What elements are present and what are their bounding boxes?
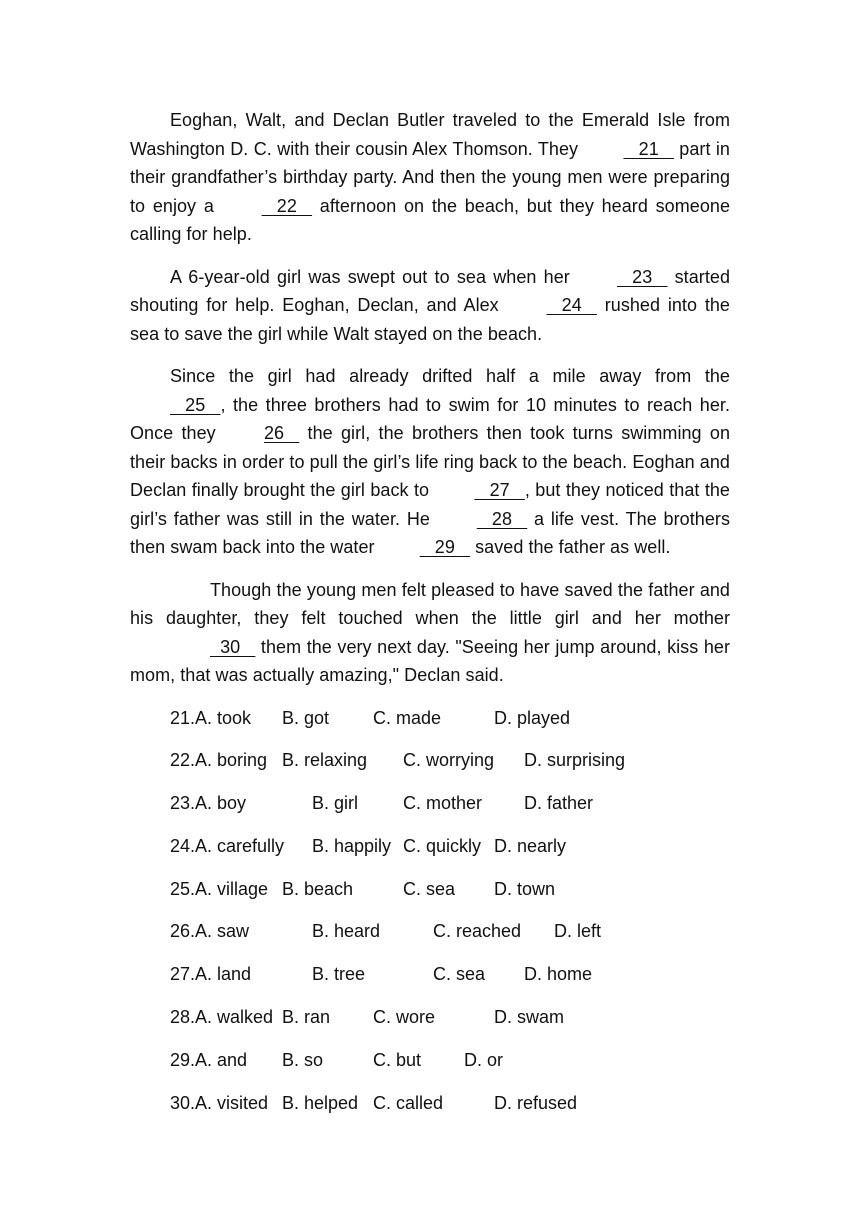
option-d: D. left [554,921,602,942]
option-a: 28.A. walked [170,1007,274,1028]
paragraph-3 [130,362,730,562]
paragraph-1 [130,106,730,249]
blank-26: 26 [264,423,300,443]
blank-22: 22 [261,195,313,216]
option-b: B. tree [312,964,366,985]
blank-23: 23 [617,266,668,287]
option-a: 30.A. visited [170,1092,269,1113]
paragraph-4 [130,576,730,690]
paragraph-text: afternoon on the beach, but they heard someone calling for help. [130,195,731,244]
option-a: 22.A. boring [170,750,268,771]
paragraph-text: A 6-year-old girl was swept out to sea when her [170,266,577,287]
paragraph-text: saved the father as well. [470,537,671,557]
question-23 [170,789,730,832]
option-b: B. beach [282,878,354,899]
option-b: B. girl [312,793,359,814]
question-25 [170,875,730,918]
option-c: C. reached [433,921,522,942]
option-c: C. mother [403,793,483,814]
question-22 [170,746,730,789]
option-a: 23.A. boy [170,793,247,814]
paragraph-text: , the three brothers had to swim for 10 minutes to reach her. Once they [130,394,730,443]
option-b: B. so [282,1049,324,1070]
option-d: D. nearly [494,835,567,856]
question-24 [170,832,730,875]
option-c: C. quickly [403,835,482,856]
option-d: D. surprising [524,750,626,771]
blank-25: 25 [170,394,221,415]
paragraph-text: a life vest. The brothers then swam back into the water [130,508,730,557]
option-d: D. town [494,878,556,899]
option-b: B. heard [312,921,381,942]
option-b: B. helped [282,1092,359,1113]
option-c: C. worrying [403,750,495,771]
option-a: 29.A. and [170,1049,248,1070]
option-a: 25.A. village [170,878,269,899]
question-26 [170,917,730,960]
option-d: D. father [524,793,594,814]
option-c: C. made [373,707,442,728]
option-a: 21.A. took [170,707,252,728]
option-c: C. but [373,1049,422,1070]
paragraph-text: Though the young men felt pleased to have saved the father and his daughter, they felt touched when the little girl and her mother [130,579,730,628]
paragraph-text: part in their grandfather’s birthday party. And then the young men were preparing to enjoy a [130,138,730,216]
option-b: B. got [282,707,330,728]
question-30 [170,1089,730,1132]
option-d: D. or [464,1049,504,1070]
option-a: 24.A. carefully [170,835,285,856]
option-d: D. refused [494,1092,578,1113]
blank-27: 27 [474,480,525,500]
blank-28: 28 [476,508,528,529]
blank-29: 29 [419,537,471,557]
option-c: C. wore [373,1007,436,1028]
option-b: B. relaxing [282,750,368,771]
option-d: D. played [494,707,571,728]
paragraph-text: started shouting for help. Eoghan, Declan, and Alex [130,266,731,315]
option-b: B. ran [282,1007,331,1028]
option-c: C. called [373,1092,444,1113]
blank-30: 30 [210,636,256,657]
option-d: D. home [524,964,593,985]
question-29 [170,1046,730,1089]
question-28 [170,1003,730,1046]
paragraph-text: Since the girl had already drifted half a mile away from the [170,366,730,386]
blank-24: 24 [546,295,597,315]
paragraph-text: the girl, the brothers then took turns swimming on their backs in order to pull the girl’s life ring back to the beach. Eoghan and Declan finally brought the girl back to [130,423,731,500]
answer-options [130,704,730,1132]
option-b: B. happily [312,835,392,856]
paragraph-text: them the very next day. "Seeing her jump around, kiss her mom, that was actually amazing," Declan said. [130,636,730,685]
option-a: 27.A. land [170,964,252,985]
option-c: C. sea [433,964,486,985]
question-27 [170,960,730,1003]
option-c: C. sea [403,878,456,899]
paragraph-text: rushed into the sea to save the girl while Walt stayed on the beach. [130,295,730,344]
paragraph-2 [130,263,730,349]
option-a: 26.A. saw [170,921,250,942]
blank-21: 21 [623,138,674,159]
paragraph-text: Eoghan, Walt, and Declan Butler traveled to the Emerald Isle from Washington D. C. with their cousin Alex Thomson. They [130,110,730,159]
question-21 [170,704,730,747]
paragraph-text: , but they noticed that the girl’s father was still in the water. He [130,480,730,529]
option-d: D. swam [494,1007,565,1028]
